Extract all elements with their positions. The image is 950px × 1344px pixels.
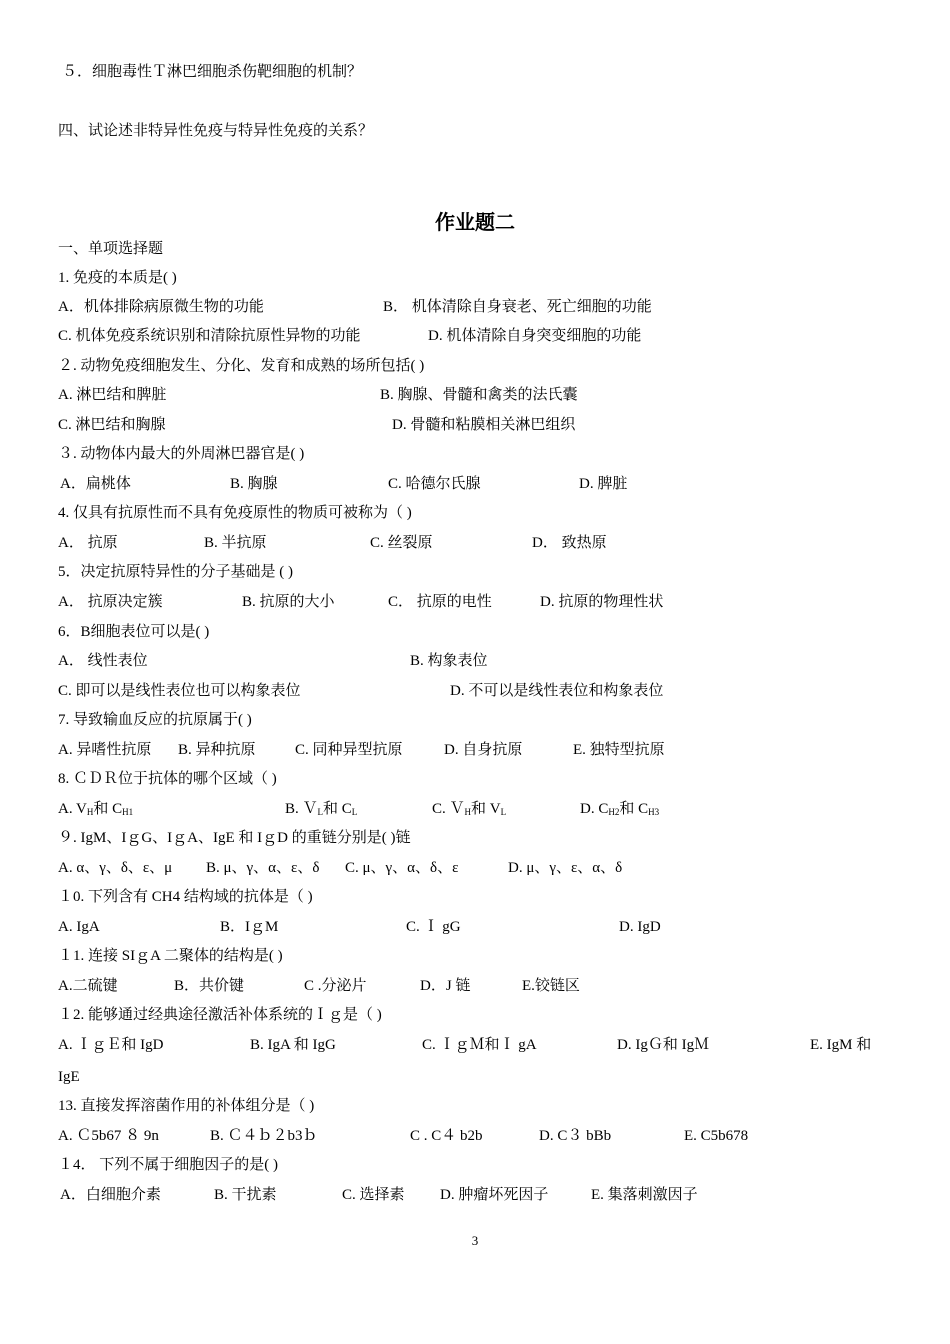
- option-c: C. 选择素: [342, 1187, 405, 1203]
- option-d: D. 机体清除自身突变细胞的功能: [428, 328, 642, 344]
- option-d: D. IgＧ和 IgＭ: [617, 1037, 710, 1053]
- option-a: A. Ｃ5b67 ８ 9n: [58, 1128, 159, 1144]
- option-c: C. μ、γ、α、δ、ε: [345, 860, 459, 876]
- option-c: C. 哈德尔氏腺: [388, 476, 481, 492]
- option-d: D. 脾脏: [579, 476, 628, 492]
- option-b: B. 半抗原: [204, 535, 267, 551]
- page-title: 作业题二: [435, 210, 515, 234]
- option-b: B. 抗原的大小: [242, 594, 335, 610]
- question-2: ２. 动物免疫细胞发生、分化、发育和成熟的场所包括( ): [58, 358, 425, 374]
- option-a: A． 抗原决定簇: [58, 594, 163, 610]
- option-c: C. ＩｇＭ和Ｉ gA: [422, 1037, 537, 1053]
- option-a: A. ＩｇＥ和 IgD: [58, 1037, 164, 1053]
- question-1: 1. 免疫的本质是( ): [58, 270, 177, 286]
- option-a: A． 抗原: [58, 535, 118, 551]
- option-d: D. 自身抗原: [444, 742, 523, 758]
- option-b: B. Ｖ$_L$和 $C_L$: [285, 801, 358, 817]
- option-b: B. IgA 和 IgG: [250, 1037, 336, 1053]
- option-e: E. C5b678: [684, 1128, 749, 1144]
- pre-question-5: ５．细胞毒性Ｔ淋巴细胞杀伤靶细胞的机制？: [62, 64, 363, 80]
- option-d: D. $C_{H2}$和 $C_{H3}$: [580, 801, 660, 817]
- question-12: １2. 能够通过经典途径激活补体系统的Ｉｇ是（ ): [58, 1007, 382, 1023]
- option-d: D. 抗原的物理性状: [540, 594, 664, 610]
- option-b: B. μ、γ、α、ε、δ: [206, 860, 320, 876]
- question-8: 8. ＣＤＲ位于抗体的哪个区域（ ): [58, 771, 277, 787]
- option-a: A． 线性表位: [58, 653, 148, 669]
- question-9: ９. IgM、IｇG、IｇA、IgE 和 IｇD 的重链分别是( )链: [58, 830, 411, 846]
- option-c: C. 即可以是线性表位也可以构象表位: [58, 683, 301, 699]
- option-d: D．J 链: [420, 978, 471, 994]
- section-heading: 一、单项选择题: [58, 241, 164, 257]
- question-7: 7. 导致输血反应的抗原属于( ): [58, 712, 252, 728]
- option-e: E. 独特型抗原: [573, 742, 665, 758]
- option-d: D. 肿瘤坏死因子: [440, 1187, 549, 1203]
- option-a: A. 淋巴结和脾脏: [58, 387, 167, 403]
- option-c: C . C４ b2b: [410, 1128, 483, 1144]
- option-a: A. α、γ、δ、ε、μ: [58, 860, 173, 876]
- question-4: 4. 仅具有抗原性而不具有免疫原性的物质可被称为（ ): [58, 505, 412, 521]
- option-a: A．机体排除病原微生物的功能: [58, 299, 264, 315]
- question-13: 13. 直接发挥溶菌作用的补体组分是（ ): [58, 1098, 315, 1114]
- option-b: B. Ｃ４ｂ２b3ｂ: [210, 1128, 318, 1144]
- option-b: B．IｇM: [220, 919, 279, 935]
- option-c: C. 淋巴结和胸腺: [58, 417, 166, 433]
- pre-section-4: 四、试论述非特异性免疫与特异性免疫的关系？: [58, 123, 374, 139]
- option-b: B. 构象表位: [410, 653, 488, 669]
- option-a: A．白细胞介素: [60, 1187, 161, 1203]
- option-d: D. 不可以是线性表位和构象表位: [450, 683, 664, 699]
- option-d: D. μ、γ、ε、α、δ: [508, 860, 623, 876]
- option-c: C. Ｖ$_H$和 $V_L$: [432, 801, 507, 817]
- option-a: A.二硫键: [58, 978, 118, 994]
- question-3: ３. 动物体内最大的外周淋巴器官是( ): [58, 446, 305, 462]
- option-b: B. 干扰素: [214, 1187, 277, 1203]
- option-b: B. 胸腺、骨髓和禽类的法氏囊: [380, 387, 578, 403]
- option-d: D. 骨髓和粘膜相关淋巴组织: [392, 417, 576, 433]
- option-b: B． 机体清除自身衰老、死亡细胞的功能: [383, 299, 652, 315]
- option-d: D. IgD: [619, 919, 661, 935]
- option-b: B. 胸腺: [230, 476, 278, 492]
- option-d: D． 致热原: [532, 535, 607, 551]
- option-c: C. 机体免疫系统识别和清除抗原性异物的功能: [58, 328, 361, 344]
- option-c: C. 丝裂原: [370, 535, 433, 551]
- option-e: E. 集落刺激因子: [591, 1187, 698, 1203]
- option-a: A．扁桃体: [60, 476, 131, 492]
- option-a: A. $V_H$和 $C_{H1}$: [58, 801, 134, 817]
- question-11: １1. 连接 SIｇA 二聚体的结构是( ): [58, 948, 283, 964]
- page-number: 3: [471, 1233, 479, 1248]
- option-a: A. IgA: [58, 919, 100, 935]
- question-10: １0. 下列含有 CH4 结构域的抗体是（ ): [58, 889, 313, 905]
- option-e: E.铰链区: [522, 978, 580, 994]
- option-d: D. C３ bBb: [539, 1128, 612, 1144]
- option-c: C .分泌片: [304, 978, 367, 994]
- option-e: E. IgM 和: [810, 1037, 872, 1053]
- question-5: 5．决定抗原特异性的分子基础是 ( ): [58, 564, 293, 580]
- question-14: １4． 下列不属于细胞因子的是( ): [58, 1157, 278, 1173]
- option-e-wrap: IgE: [58, 1069, 80, 1085]
- question-6: 6．B细胞表位可以是( ): [58, 624, 210, 640]
- option-c: C. 同种异型抗原: [295, 742, 403, 758]
- option-b: B. 异种抗原: [178, 742, 256, 758]
- option-c: C． 抗原的电性: [388, 594, 492, 610]
- option-c: C. Ｉ gG: [406, 919, 461, 935]
- option-a: A. 异嗜性抗原: [58, 742, 152, 758]
- option-b: B．共价键: [174, 978, 245, 994]
